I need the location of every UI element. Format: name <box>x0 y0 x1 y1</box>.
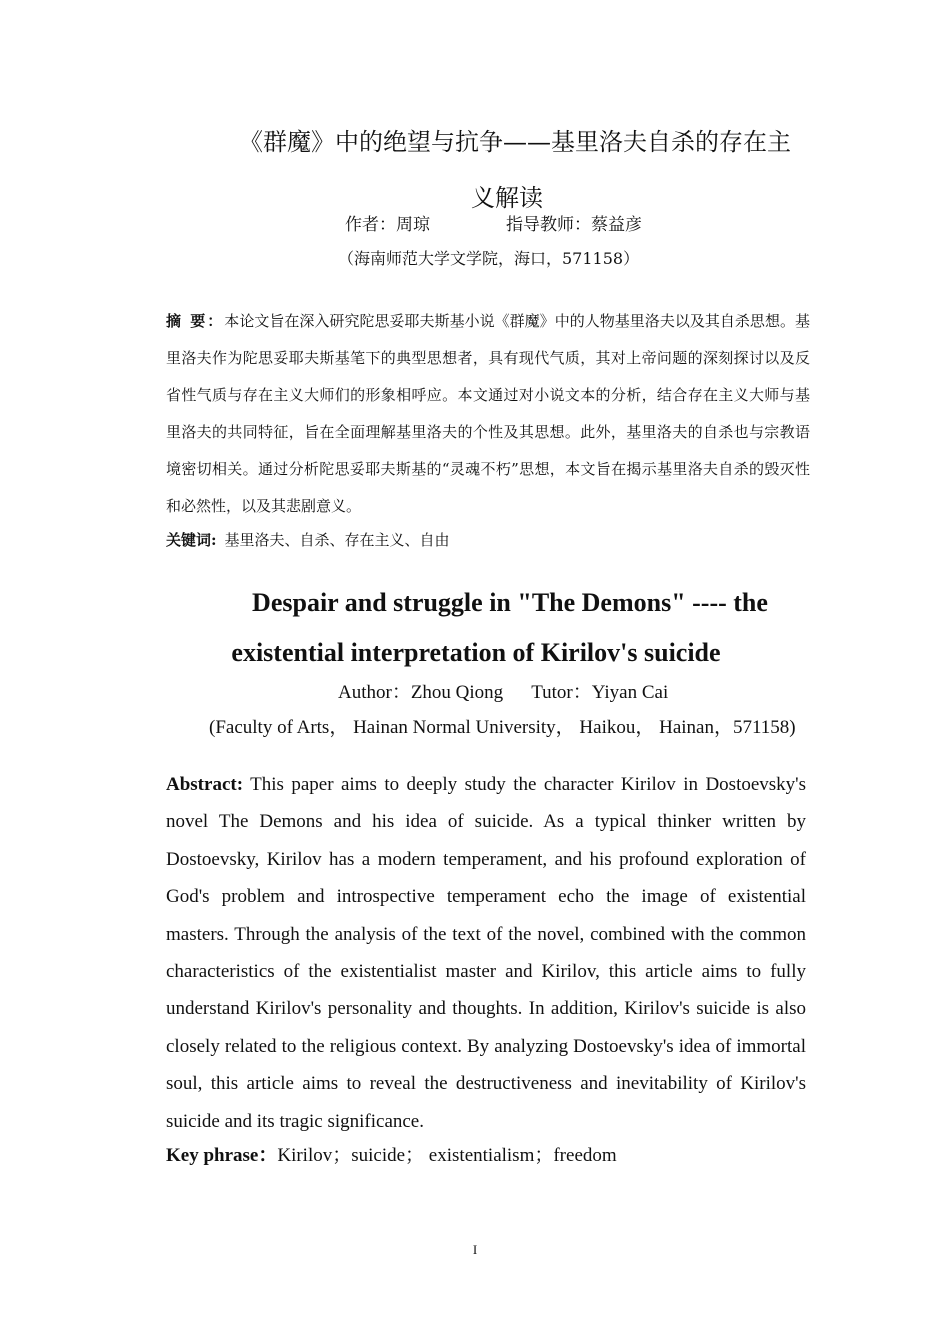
chinese-keywords-label: 关键词: <box>166 531 217 549</box>
english-abstract <box>166 766 806 1140</box>
chinese-keywords <box>166 527 810 553</box>
english-keywords <box>166 1143 806 1169</box>
chinese-abstract-label: 摘 要： <box>166 312 225 330</box>
chinese-title-line-1: 《群魔》中的绝望与抗争——基里洛夫自杀的存在主 <box>239 128 791 156</box>
chinese-abstract <box>166 303 810 525</box>
english-author: Author：Zhou Qiong <box>338 682 504 703</box>
english-keywords-label: Key phrase： <box>166 1145 278 1166</box>
chinese-tutor: 指导教师：蔡益彦 <box>506 215 642 235</box>
chinese-abstract-text: 本论文旨在深入研究陀思妥耶夫斯基小说《群魔》中的人物基里洛夫以及其自杀思想。基里洛夫作为陀思妥耶夫斯基笔下的典型思想者，具有现代气质，其对上帝问题的深刻探讨以及反省性气质与存在主义大师们的形象相呼应。本文通过对小说文本的分析，结合存在主义大师与基里洛夫的共同特征，旨在全面理解基里洛夫的个性及其思想。此外，基里洛夫的自杀也与宗教语境密切相关。通过分析陀思妥耶夫斯基的“灵魂不朽”思想，本文旨在揭示基里洛夫自杀的毁灭性和必然性，以及其悲剧意义。 <box>166 312 810 515</box>
chinese-keywords-text: 基里洛夫、自杀、存在主义、自由 <box>224 531 450 549</box>
english-abstract-text: This paper aims to deeply study the character Kirilov in Dostoevsky's novel The Demons and his idea of suicide. As a typical thinker written by Dostoevsky, Kirilov has a modern temperament, and his profound exploration of God's problem and introspective temperament echo the image of existential masters. Through the analysis of the text of the novel, combined with the common characteristics of the existentialist master and Kirilov, this article aims to fully understand Kirilov's personality and thoughts. In addition, Kirilov's suicide is also closely related to the religious context. By analyzing Dostoevsky's idea of immortal soul, this article aims to reveal the destructiveness and inevitability of Kirilov's suicide and its tragic significance. <box>166 774 806 1132</box>
english-author-line <box>338 677 668 704</box>
english-keywords-text: Kirilov；suicide； existentialism；freedom <box>277 1145 617 1166</box>
chinese-title-line-2: 义解读 <box>471 184 543 212</box>
chinese-author-line <box>345 210 642 235</box>
english-tutor: Tutor：Yiyan Cai <box>531 682 669 703</box>
english-title-line-1: Despair and struggle in "The Demons" ---- the <box>252 588 768 617</box>
english-title <box>190 578 830 678</box>
chinese-author: 作者：周琼 <box>345 215 430 235</box>
page-number: I <box>472 1242 478 1257</box>
chinese-affiliation: （海南师范大学文学院，海口，571158） <box>338 249 640 268</box>
english-title-line-2: existential interpretation of Kirilov's suicide <box>231 638 721 667</box>
english-affiliation: (Faculty of Arts， Hainan Normal University， Haikou， Hainan，571158) <box>209 717 796 738</box>
english-abstract-label: Abstract: <box>166 774 244 795</box>
